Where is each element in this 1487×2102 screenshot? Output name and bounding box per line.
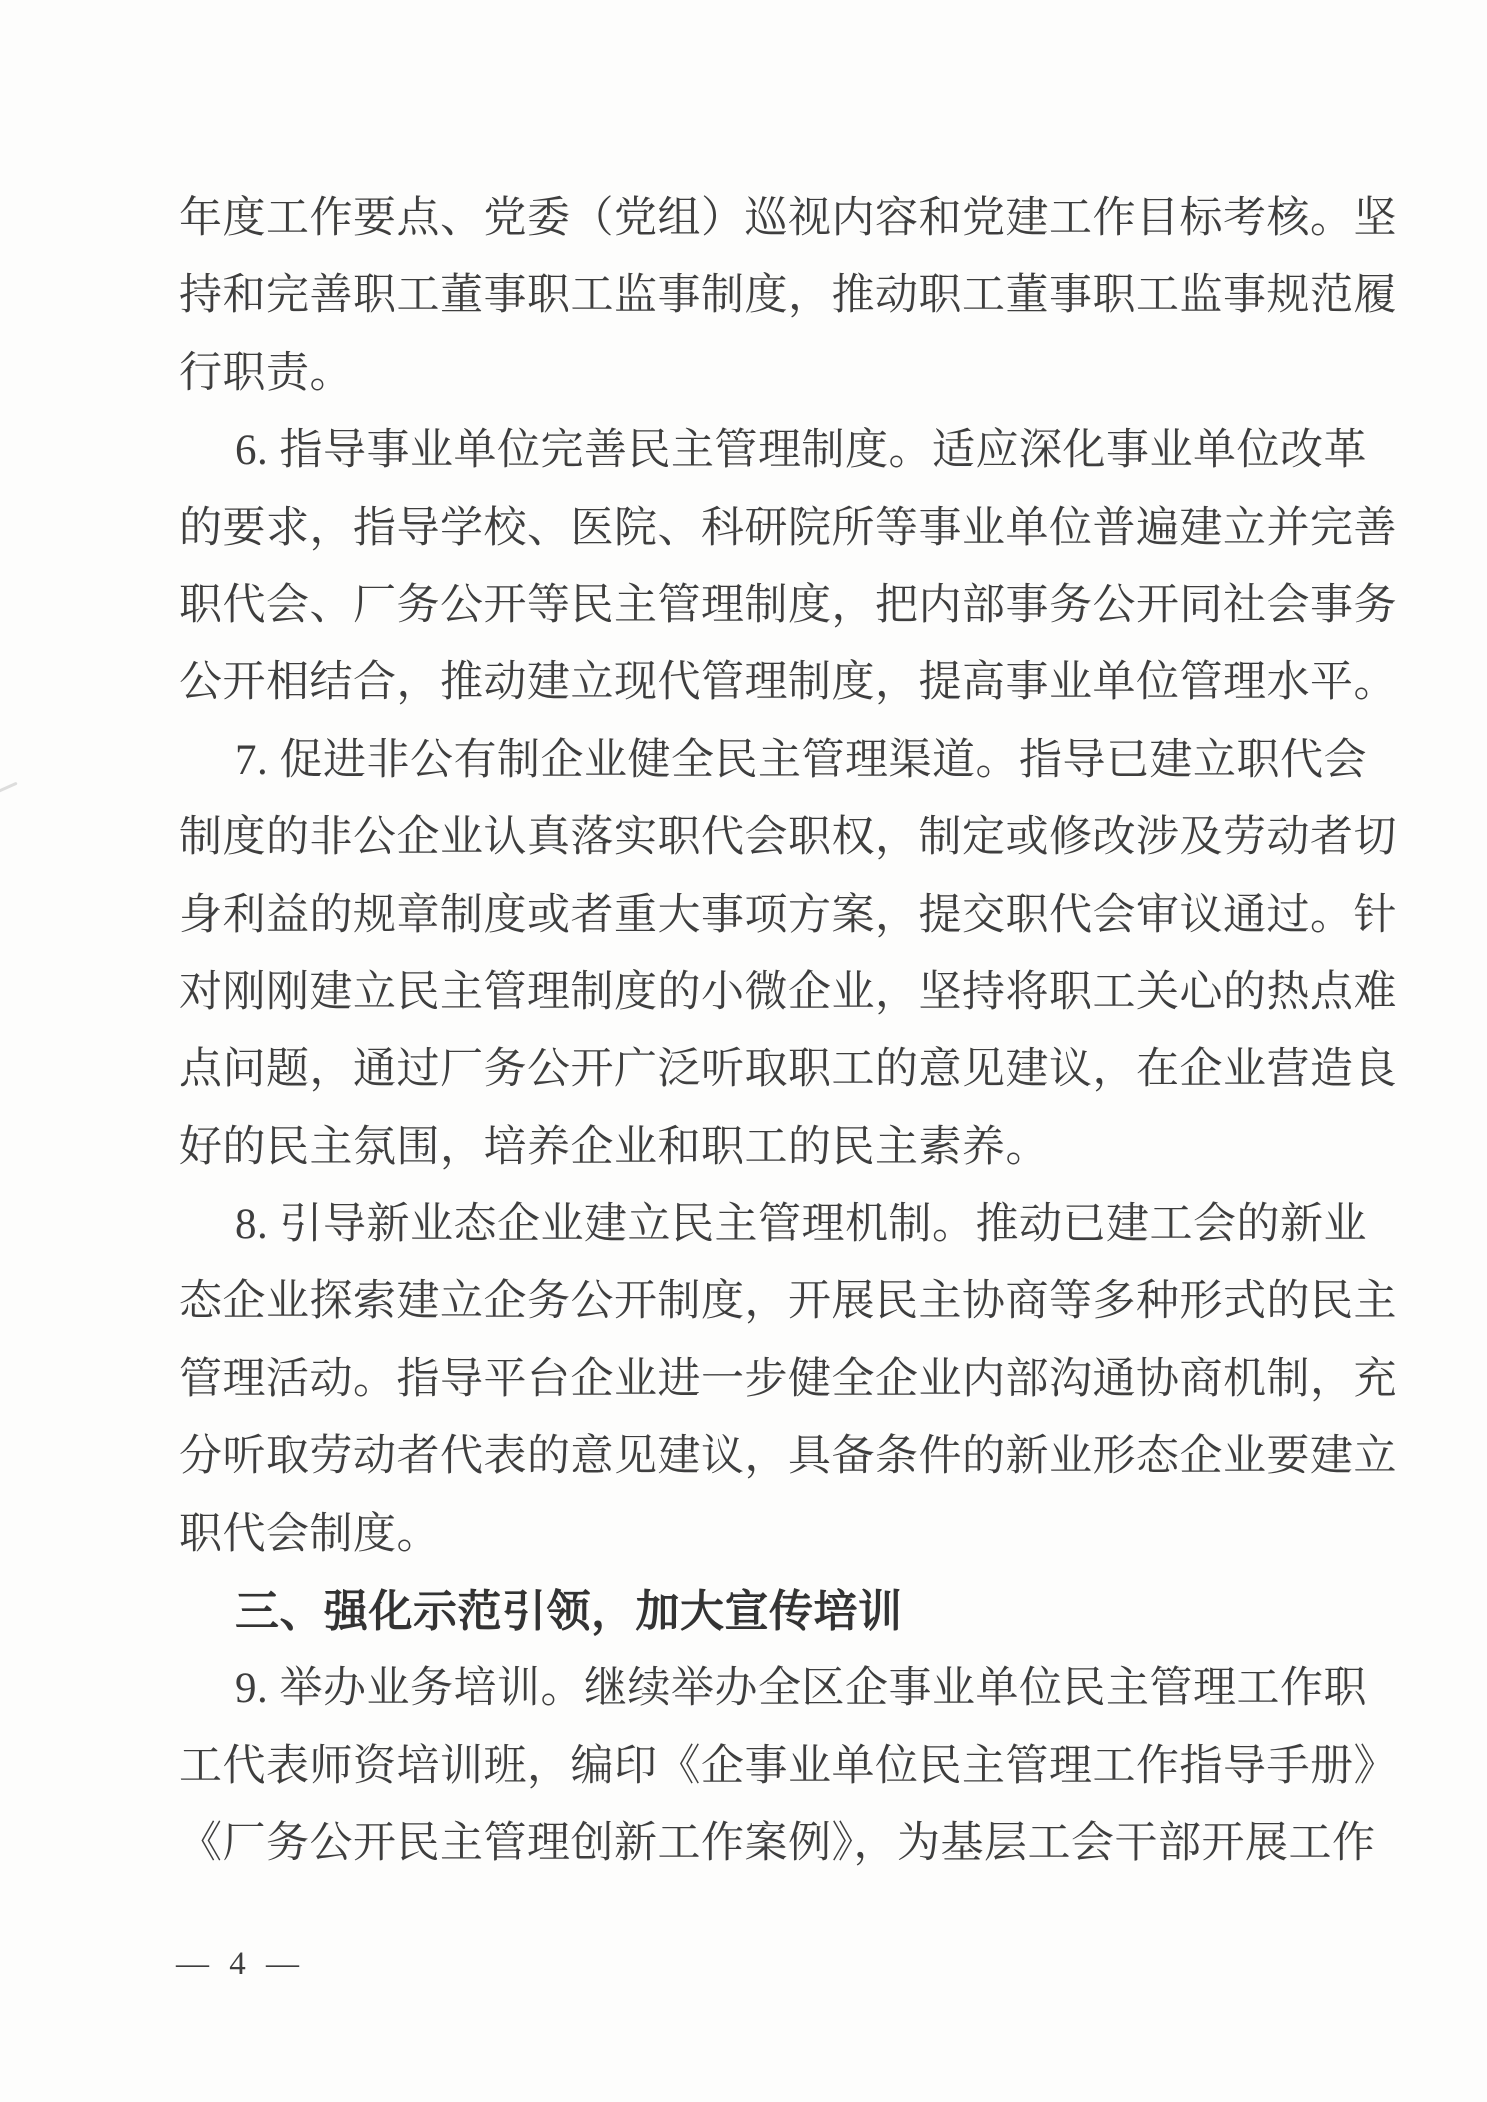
text-line: 制度的非公企业认真落实职代会职权，制定或修改涉及劳动者切 (179, 814, 1397, 862)
text-line: 点问题，通过厂务公开广泛听取职工的意见建议，在企业营造良 (179, 1046, 1397, 1094)
text-line: 持和完善职工董事职工监事制度，推动职工董事职工监事规范履 (179, 272, 1397, 320)
text-line: 7. 促进非公有制企业健全民主管理渠道。指导已建立职代会 (235, 736, 1367, 784)
text-line: 对刚刚建立民主管理制度的小微企业，坚持将职工关心的热点难 (179, 968, 1397, 1016)
page-number: — 4 — (176, 1946, 305, 1982)
text-line: 8. 引导新业态企业建立民主管理机制。推动已建工会的新业 (235, 1201, 1367, 1249)
text-line: 身利益的规章制度或者重大事项方案，提交职代会审议通过。针 (179, 891, 1397, 939)
text-line: 管理活动。指导平台企业进一步健全企业内部沟通协商机制，充 (179, 1355, 1397, 1403)
text-line: 职代会、厂务公开等民主管理制度，把内部事务公开同社会事务 (179, 581, 1397, 629)
text-line: 态企业探索建立企务公开制度，开展民主协商等多种形式的民主 (179, 1278, 1397, 1326)
text-line: 分听取劳动者代表的意见建议，具备条件的新业形态企业要建立 (179, 1433, 1397, 1481)
text-line: 职代会制度。 (179, 1510, 440, 1558)
text-line: 公开相结合，推动建立现代管理制度，提高事业单位管理水平。 (179, 659, 1397, 707)
document-body (179, 180, 1397, 1883)
text-line: 6. 指导事业单位完善民主管理制度。适应深化事业单位改革 (235, 427, 1367, 475)
text-line: 9. 举办业务培训。继续举办全区企事业单位民主管理工作职 (235, 1665, 1367, 1713)
text-line: 工代表师资培训班，编印《企事业单位民主管理工作指导手册》 (179, 1742, 1397, 1790)
text-line: 的要求，指导学校、医院、科研院所等事业单位普遍建立并完善 (179, 504, 1397, 552)
section-heading: 三、强化示范引领，加大宣传培训 (235, 1586, 903, 1638)
text-line: 年度工作要点、党委（党组）巡视内容和党建工作目标考核。坚 (179, 195, 1397, 242)
text-line: 《厂务公开民主管理创新工作案例》，为基层工会干部开展工作 (179, 1820, 1376, 1868)
text-line: 行职责。 (179, 349, 353, 397)
scan-artifact (0, 782, 18, 794)
text-line: 好的民主氛围，培养企业和职工的民主素养。 (179, 1123, 1049, 1171)
